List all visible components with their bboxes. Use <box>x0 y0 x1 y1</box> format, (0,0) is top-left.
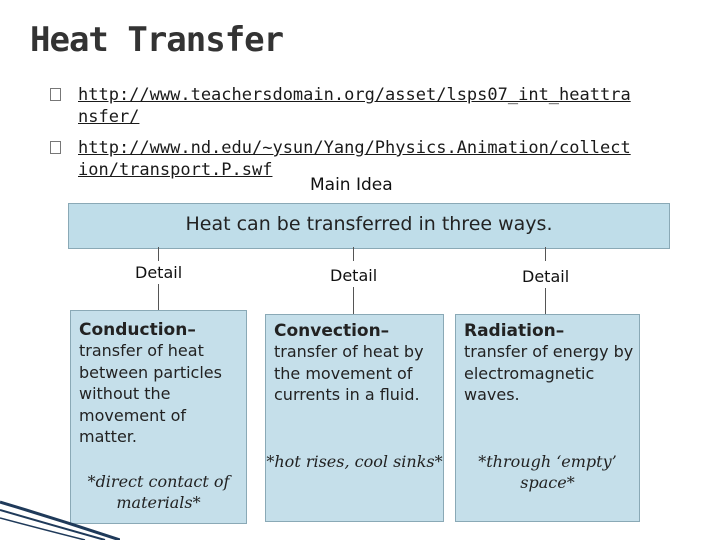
connector-line <box>545 288 546 314</box>
connector-line <box>353 247 354 261</box>
link-bullet-1 <box>78 84 678 128</box>
card-note: *direct contact of materials* <box>87 472 230 512</box>
connector-line <box>158 247 159 261</box>
card-body: transfer of energy by electromagnetic waves. <box>464 342 634 404</box>
convection-card <box>265 314 444 522</box>
card-heading: Conduction– <box>79 320 196 340</box>
main-idea-label: Main Idea <box>310 175 393 195</box>
card-body: transfer of heat by the movement of currents in a fluid. <box>274 342 424 404</box>
detail-label-3: Detail <box>522 267 570 286</box>
main-idea-text: Heat can be transferred in three ways. <box>185 213 553 235</box>
bullet-square-icon <box>50 88 61 101</box>
card-body: transfer of heat between particles without the movement of matter. <box>79 341 222 446</box>
detail-label-2: Detail <box>330 266 378 285</box>
connector-line <box>353 287 354 314</box>
slide-title: Heat Transfer <box>30 20 284 60</box>
detail-label-1: Detail <box>135 263 183 282</box>
bullet-square-icon <box>50 141 61 154</box>
radiation-card <box>455 314 640 522</box>
decorative-corner-lines <box>0 450 120 540</box>
card-note: *through ‘empty’ space* <box>478 452 617 492</box>
connector-line <box>158 284 159 310</box>
teachersdomain-link[interactable]: http://www.teachersdomain.org/asset/lsps07_int_heattra nsfer/ <box>78 85 631 127</box>
nd-edu-link[interactable]: http://www.nd.edu/~ysun/Yang/Physics.Animation/collect ion/transport.P.swf <box>78 138 631 180</box>
card-heading: Convection– <box>274 321 390 341</box>
connector-line <box>545 247 546 261</box>
card-heading: Radiation– <box>464 321 565 341</box>
main-idea-box <box>68 203 670 249</box>
card-note: *hot rises, cool sinks* <box>266 452 443 471</box>
